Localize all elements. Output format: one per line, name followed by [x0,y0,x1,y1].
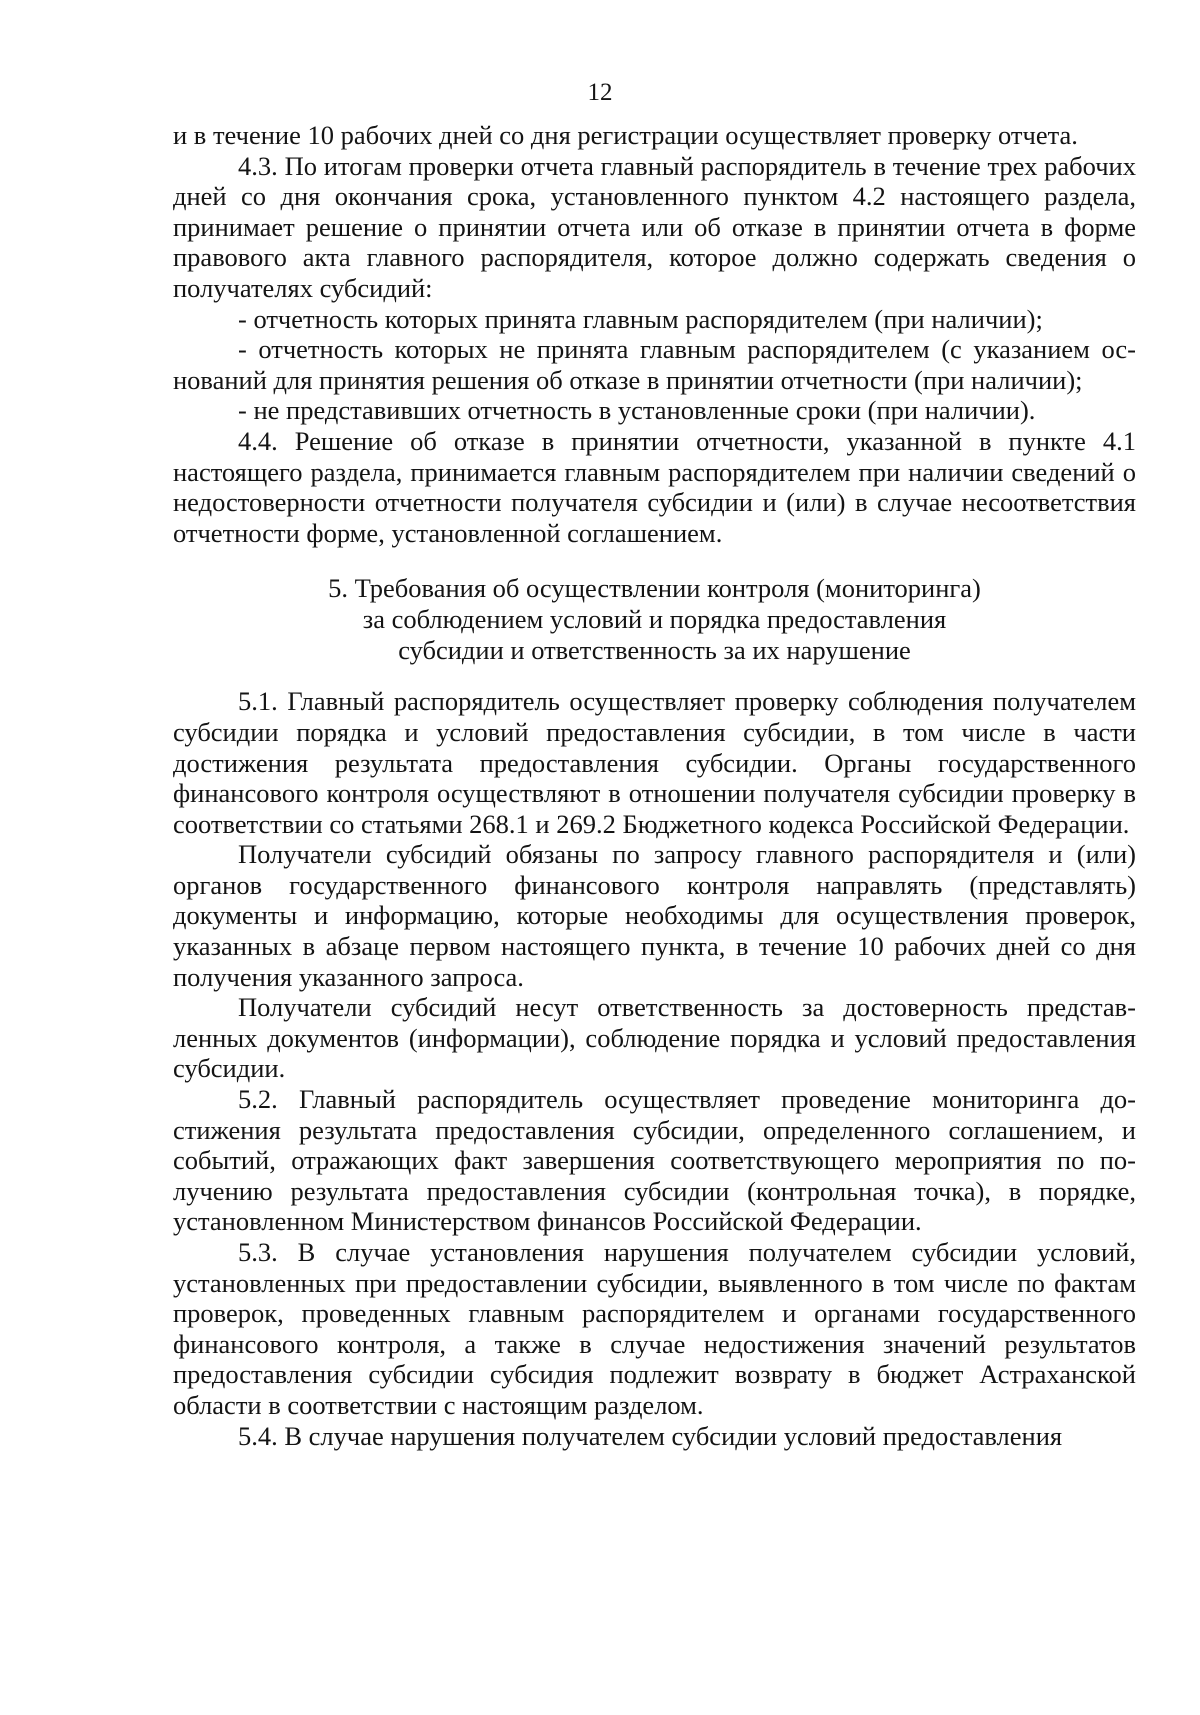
paragraph-4-3: 4.3. По итогам проверки отчета главный распорядитель в течение трех рабочих дней со дня окончания срока, установленного пунктом 4.2 настоящего раздела, принимает решение о принятии отчета или об отказе в принятии отчета в форме правового акта главного распорядителя, которое должно содержать сведения о получателях субсидий: [173,150,1136,303]
paragraph-5-4: 5.4. В случае нарушения получателем субсидии условий предоставления [238,1420,1063,1451]
paragraph-continuation: и в течение 10 рабочих дней со дня регистрации осуществляет проверку отчета. [173,120,1078,150]
list-item-not-accepted: - отчетность которых не принята главным распорядителем (с указанием оснований для принятия решения об отказе в принятии отчетности (при наличии); [173,334,1136,395]
paragraph-5-2: 5.2. Главный распорядитель осуществляет проведение мониторинга достижения результата предоставления субсидии, определенного соглашением, и событий, отражающих факт завершения соответствующего мероприятия по получению результата предоставления субсидии (контрольная точка), в порядке, установленном Министерством финансов Российской Федерации. [173,1084,1136,1237]
list-item-accepted: - отчетность которых принята главным распорядителем (при наличии); [238,303,1043,334]
paragraph-5-1-responsibility: Получатели субсидий несут ответственность за достоверность представленных документов (информации), соблюдение порядка и условий предоставления субсидии. [173,992,1136,1084]
list-item-not-submitted: - не представивших отчетность в установленные сроки (при наличии). [238,395,1036,426]
paragraph-4-4: 4.4. Решение об отказе в принятии отчетности, указанной в пункте 4.1 настоящего раздела, принимается главным распорядителем при наличии сведений о недостоверности отчетности получателя субсидии и (или) в случае несоответствия отчетности форме, установленной соглашением. [173,425,1136,548]
paragraph-5-3: 5.3. В случае установления нарушения получателем субсидии условий, установленных при предоставлении субсидии, выявленного в том числе по фактам проверок, проведенных главным распорядителем и органами государственного финансового контроля, а также в случае недостижения значений результатов предоставления субсидии субсидия подлежит возврату в бюджет Астраханской области в соответствии с настоящим разделом. [173,1237,1136,1420]
section-heading-line: 5. Требования об осуществлении контроля (мониторинга) [328,573,981,604]
paragraph-5-1-requests: Получатели субсидий обязаны по запросу главного распорядителя и (или) органов государственного финансового контроля направлять (представлять) документы и информацию, которые необходимы для осуществления проверок, указанных в абзаце первом настоящего пункта, в течение 10 рабочих дней со дня получения указанного запроса. [173,839,1136,992]
section-heading-line: субсидии и ответственность за их нарушение [398,635,911,666]
document-body [173,120,1136,1451]
section-heading-line: за соблюдением условий и порядка предоставления [362,604,947,635]
section-5-heading [173,573,1136,666]
paragraph-5-1: 5.1. Главный распорядитель осуществляет проверку соблюдения получателем субсидии порядка и условий предоставления субсидии, в том числе в части достижения результата предоставления субсидии. Органы государственного финансового контроля осуществляют в отношении получателя субсидии проверку в соответствии со статьями 268.1 и 269.2 Бюджетного кодекса Российской Федерации. [173,686,1136,839]
page-number: 12 [587,79,613,106]
